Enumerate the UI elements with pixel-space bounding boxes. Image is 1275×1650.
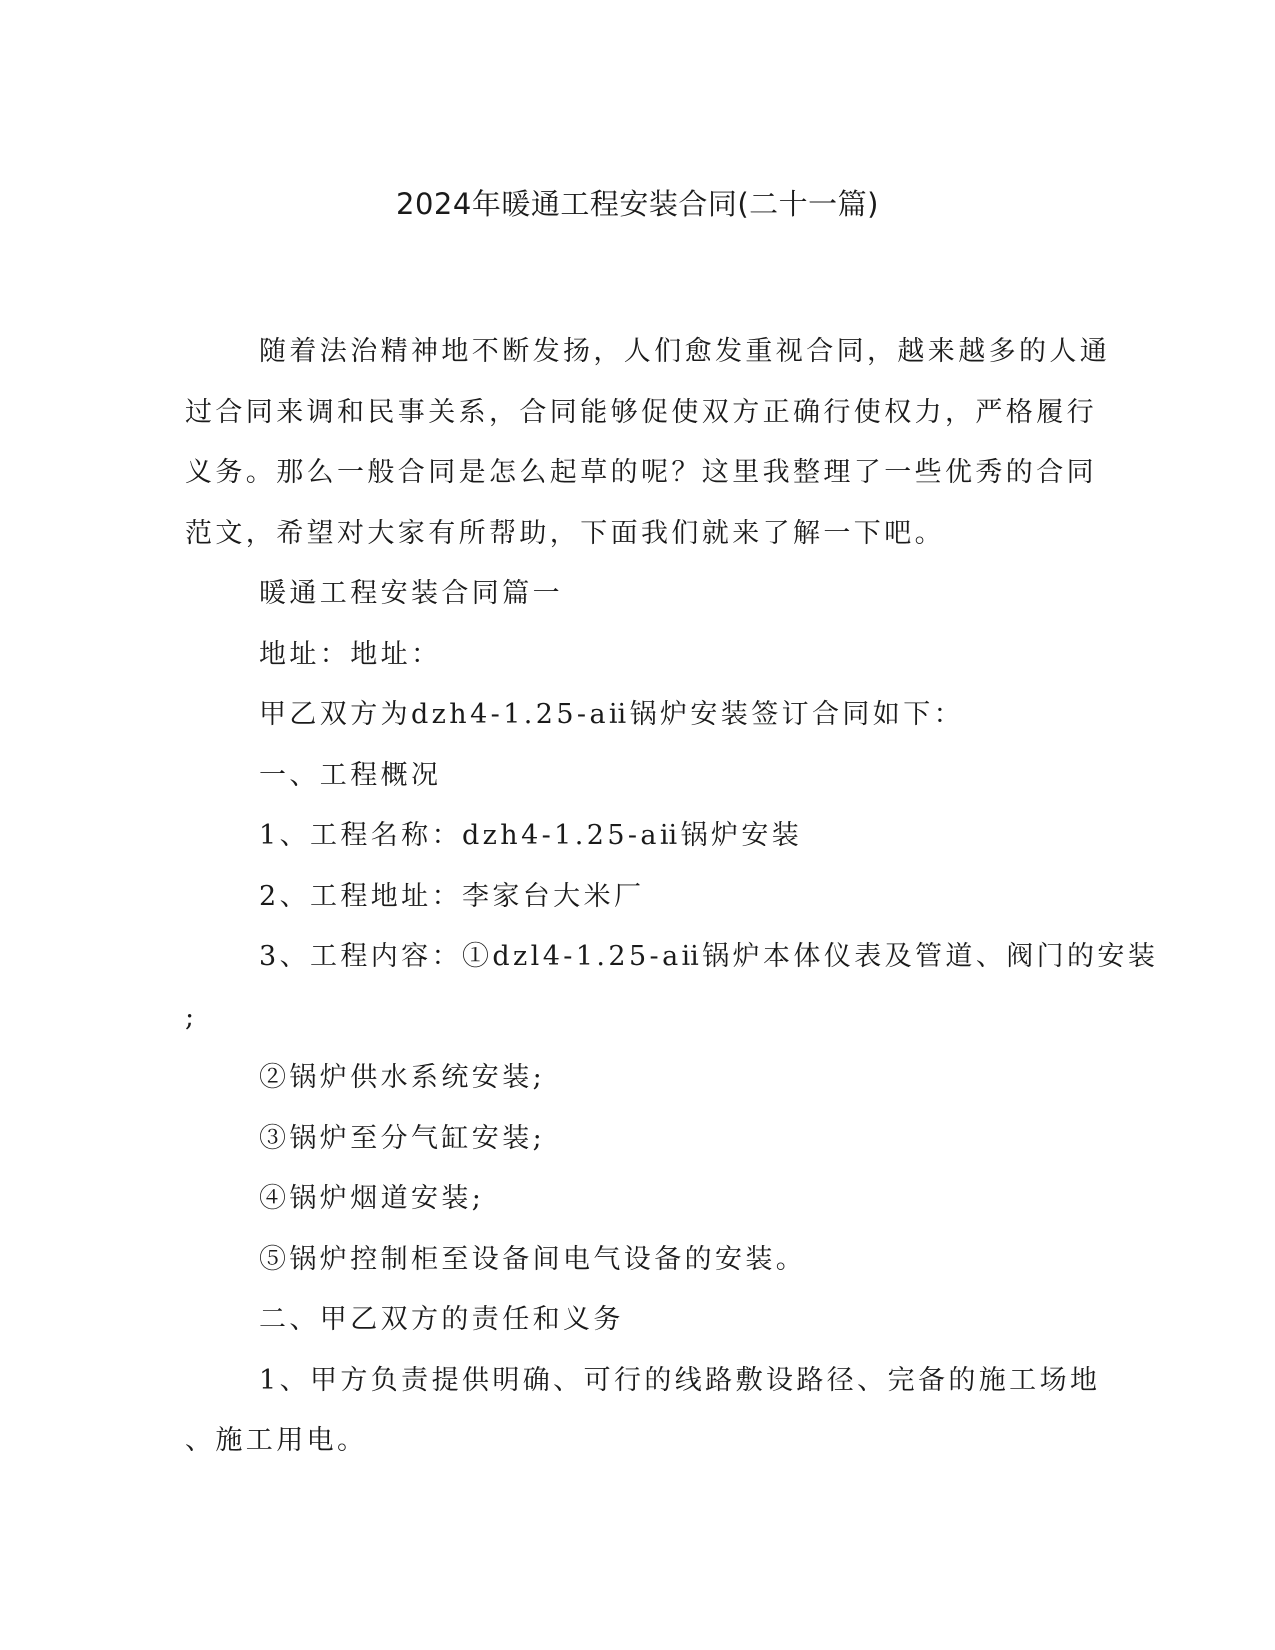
text-line: 甲乙双方为dzh4-1.25-aⅱ锅炉安装签订合同如下：: [259, 699, 965, 730]
text-line: 、施工用电。: [185, 1425, 368, 1456]
document-title: 2024年暖通工程安装合同(二十一篇): [396, 187, 879, 221]
text-line: ②锅炉供水系统安装;: [259, 1062, 546, 1093]
text-line: 暖通工程安装合同篇一: [259, 578, 563, 609]
document-body: [185, 322, 1159, 1472]
text-line: 1、甲方负责提供明确、可行的线路敷设路径、完备的施工场地: [259, 1364, 1101, 1396]
text-line: 义务。那么一般合同是怎么起草的呢？这里我整理了一些优秀的合同: [185, 457, 1097, 488]
text-line: ⑤锅炉控制柜至设备间电气设备的安装。: [259, 1243, 807, 1275]
text-line: ;: [185, 1001, 198, 1033]
text-line: 1、工程名称：dzh4-1.25-aⅱ锅炉安装: [259, 820, 803, 851]
text-line: 范文，希望对大家有所帮助，下面我们就来了解一下吧。: [185, 517, 945, 549]
text-line: 二、甲乙双方的责任和义务: [259, 1304, 624, 1335]
text-line: 一、工程概况: [259, 759, 442, 791]
text-line: 过合同来调和民事关系，合同能够促使双方正确行使权力，严格履行: [185, 396, 1097, 428]
text-line: ③锅炉至分气缸安装;: [259, 1122, 546, 1154]
text-line: 随着法治精神地不断发扬，人们愈发重视合同，越来越多的人通: [259, 336, 1111, 367]
text-line: 3、工程内容：①dzl4-1.25-aⅱ锅炉本体仪表及管道、阀门的安装: [259, 941, 1159, 972]
text-line: 地址：地址：: [259, 638, 442, 670]
text-line: ④锅炉烟道安装;: [259, 1183, 485, 1214]
text-line: 2、工程地址：李家台大米厂: [259, 880, 645, 912]
